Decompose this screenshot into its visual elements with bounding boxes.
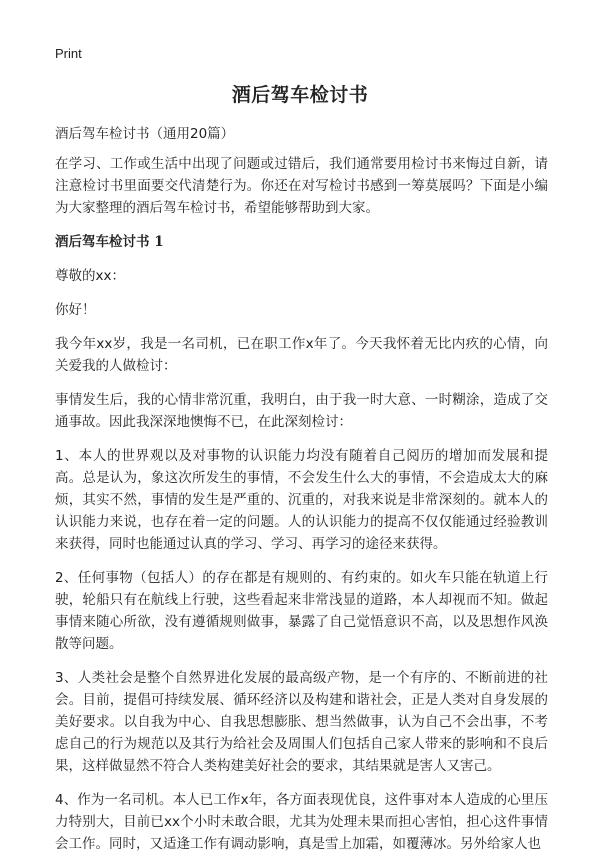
- body-paragraph: 3、人类社会是整个自然界进化发展的最高级产物，是一个有序的、不断前进的社会。目前，提倡可持续发展、循环经济以及构建和谐社会，正是人类对自身发展的美好要求。以自我为中心、自我思想膨胀、想当然做事，认为自己不会出事，不考虑自己的行为规范以及其行为给社会及周围人们包括自己家人带来的影响和不良后果，这样做显然不符合人类构建美好社会的要求，其结果就是害人又害己。: [55, 670, 548, 774]
- greeting: 你好！: [55, 302, 96, 318]
- body-paragraph: 1、本人的世界观以及对事物的认识能力均没有随着自己阅历的增加而发展和提高。总是认为，象这次所发生的事情，不会发生什么大的事情，不会造成太大的麻烦，其实不然，事情的发生是严重的、沉重的，对我来说是非常深刻的。就本人的认识能力来说，也存在着一定的问题。人的认识能力的提高不仅仅能通过经验教训来获得，同时也能通过认真的学习、学习、再学习的途径来获得。: [55, 448, 548, 552]
- body-paragraph: 4、作为一名司机。本人已工作x年，各方面表现优良，这件事对本人造成的心里压力特别大，目前已xx个小时未敢合眼，尤其为处理未果而担心害怕，担心这件事情会工作。同时，又适逢工作有调动影响，真是雪上加霜，如覆薄冰。另外给家人也: [55, 792, 548, 852]
- section-heading: 酒后驾车检讨书 1: [55, 234, 164, 250]
- document-subtitle: 酒后驾车检讨书（通用20篇）: [55, 126, 235, 142]
- print-link[interactable]: Print: [55, 46, 82, 61]
- salutation: 尊敬的xx：: [55, 268, 125, 284]
- document-body: [55, 123, 548, 867]
- intro-paragraph: 在学习、工作或生活中出现了问题或过错后，我们通常要用检讨书来悔过自新，请注意检讨书里面要交代清楚行为。你还在对写检讨书感到一筹莫展吗？下面是小编为大家整理的酒后驾车检讨书，希望能够帮助到大家。: [55, 156, 548, 216]
- body-paragraph: 2、任何事物（包括人）的存在都是有规则的、有约束的。如火车只能在轨道上行驶，轮船只有在航线上行驶，这些看起来非常浅显的道路，本人却视而不知。做起事情来随心所欲，没有遵循规则做事，暴露了自己觉悟意识不高，以及思想作风涣散等问题。: [55, 570, 548, 652]
- page-title: 酒后驾车检讨书: [231, 84, 369, 106]
- body-paragraph: 我今年xx岁，我是一名司机，已在职工作x年了。今天我怀着无比内疚的心情，向关爱我的人做检讨：: [55, 336, 548, 374]
- body-paragraph: 事情发生后，我的心情非常沉重，我明白，由于我一时大意、一时糊涂，造成了交通事故。因此我深深地懊悔不已，在此深刻检讨：: [55, 392, 548, 430]
